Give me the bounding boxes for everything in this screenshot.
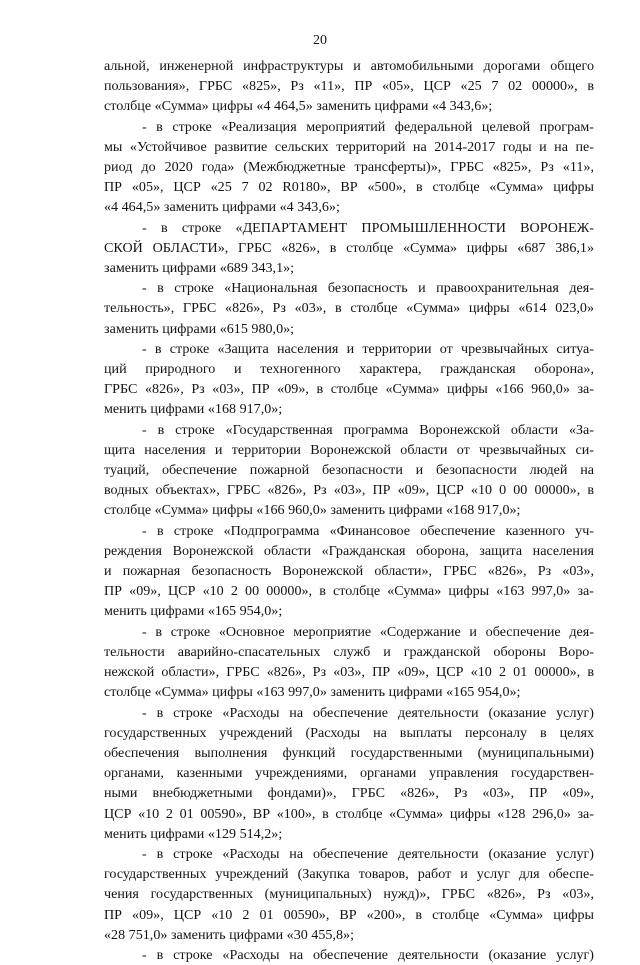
text-line: риод до 2020 года» (Межбюджетные трансферты)», ГРБС «825», Рз «11», bbox=[104, 159, 594, 176]
text-line: государственных учреждений (Закупка товаров, работ и услуг для обеспе- bbox=[104, 866, 594, 883]
text-line: пользования», ГРБС «825», Рз «11», ПР «05», ЦСР «25 7 02 00000», в bbox=[104, 78, 594, 95]
page-number: 20 bbox=[313, 33, 327, 48]
text-line: обеспечения выполнения функций государственными (муниципальными) bbox=[104, 744, 594, 761]
text-line: - в строке «ДЕПАРТАМЕНТ ПРОМЫШЛЕННОСТИ ВОРОНЕЖ- bbox=[142, 219, 594, 236]
text-line: «4 464,5» заменить цифрами «4 343,6»; bbox=[104, 199, 340, 216]
paragraph bbox=[104, 945, 594, 965]
paragraph bbox=[104, 844, 594, 945]
text-line: столбце «Сумма» цифры «4 464,5» заменить цифрами «4 343,6»; bbox=[104, 98, 493, 115]
text-line: заменить цифрами «615 980,0»; bbox=[104, 320, 295, 337]
text-line: ПР «09», ЦСР «10 2 00 00000», в столбце «Сумма» цифры «163 997,0» за- bbox=[104, 583, 594, 600]
paragraph bbox=[104, 339, 594, 420]
text-line: чения государственных (муниципальных) нужд)», ГРБС «826», Рз «03», bbox=[104, 886, 594, 903]
paragraph bbox=[104, 521, 594, 622]
text-line: - в строке «Защита населения и территории от чрезвычайных ситуа- bbox=[142, 340, 594, 357]
text-line: - в строке «Государственная программа Воронежской области «За- bbox=[142, 421, 594, 438]
paragraph bbox=[104, 622, 594, 703]
text-line: органами, казенными учреждениями, органами управления государствен- bbox=[104, 765, 594, 782]
text-line: ПР «05», ЦСР «25 7 02 R0180», ВР «500», в столбце «Сумма» цифры bbox=[104, 179, 594, 196]
paragraph bbox=[104, 218, 594, 279]
text-line: государственных учреждений (Расходы на выплаты персоналу в целях bbox=[104, 724, 594, 741]
text-line: «28 751,0» заменить цифрами «30 455,8»; bbox=[104, 926, 354, 943]
text-line: ГРБС «826», Рз «03», ПР «09», в столбце «Сумма» цифры «166 960,0» за- bbox=[104, 381, 594, 398]
text-line: щита населения и территории Воронежской области от чрезвычайных си- bbox=[104, 441, 594, 458]
paragraph bbox=[104, 117, 594, 218]
paragraph bbox=[104, 56, 594, 117]
text-line: - в строке «Расходы на обеспечение деятельности (оказание услуг) bbox=[142, 845, 594, 862]
document-body bbox=[104, 56, 594, 965]
text-line: туаций, обеспечение пожарной безопасности и безопасности людей на bbox=[104, 462, 594, 479]
text-line: менить цифрами «165 954,0»; bbox=[104, 603, 283, 620]
text-line: заменить цифрами «689 343,1»; bbox=[104, 260, 295, 277]
text-line: менить цифрами «168 917,0»; bbox=[104, 401, 283, 418]
text-line: ПР «09», ЦСР «10 2 01 00590», ВР «200», в столбце «Сумма» цифры bbox=[104, 906, 594, 923]
paragraph bbox=[104, 420, 594, 521]
text-line: тельность», ГРБС «826», Рз «03», в столбце «Сумма» цифры «614 023,0» bbox=[104, 300, 594, 317]
text-line: менить цифрами «129 514,2»; bbox=[104, 825, 283, 842]
text-line: ными внебюджетными фондами)», ГРБС «826», Рз «03», ПР «09», bbox=[104, 785, 594, 802]
text-line: реждения Воронежской области «Гражданская оборона, защита населения bbox=[104, 542, 594, 559]
text-line: - в строке «Подпрограмма «Финансовое обеспечение казенного уч- bbox=[142, 522, 594, 539]
text-line: СКОЙ ОБЛАСТИ», ГРБС «826», в столбце «Сумма» цифры «687 386,1» bbox=[104, 239, 594, 256]
text-line: водных объектах», ГРБС «826», Рз «03», ПР «09», ЦСР «10 0 00 00000», в bbox=[104, 482, 594, 499]
text-line: - в строке «Национальная безопасность и правоохранительная дея- bbox=[142, 280, 594, 297]
text-line: - в строке «Расходы на обеспечение деятельности (оказание услуг) bbox=[142, 946, 594, 963]
text-line: - в строке «Расходы на обеспечение деятельности (оказание услуг) bbox=[142, 704, 594, 721]
text-line: и пожарная безопасность Воронежской области», ГРБС «826», Рз «03», bbox=[104, 563, 594, 580]
text-line: - в строке «Основное мероприятие «Содержание и обеспечение дея- bbox=[142, 623, 594, 640]
text-line: ЦСР «10 2 01 00590», ВР «100», в столбце «Сумма» цифры «128 296,0» за- bbox=[104, 805, 594, 822]
text-line: столбце «Сумма» цифры «163 997,0» заменить цифрами «165 954,0»; bbox=[104, 684, 521, 701]
text-line: мы «Устойчивое развитие сельских территорий на 2014-2017 годы и на пе- bbox=[104, 138, 594, 155]
text-line: ций природного и техногенного характера, гражданская оборона», bbox=[104, 361, 594, 378]
text-line: альной, инженерной инфраструктуры и автомобильными дорогами общего bbox=[104, 58, 594, 74]
text-line: столбце «Сумма» цифры «166 960,0» заменить цифрами «168 917,0»; bbox=[104, 502, 521, 519]
text-line: тельности аварийно-спасательных служб и гражданской обороны Воро- bbox=[104, 643, 594, 660]
paragraph bbox=[104, 703, 594, 844]
text-line: - в строке «Реализация мероприятий федеральной целевой програм- bbox=[142, 118, 594, 135]
text-line: нежской области», ГРБС «826», Рз «03», ПР «09», ЦСР «10 2 01 00000», в bbox=[104, 664, 594, 681]
paragraph bbox=[104, 278, 594, 339]
